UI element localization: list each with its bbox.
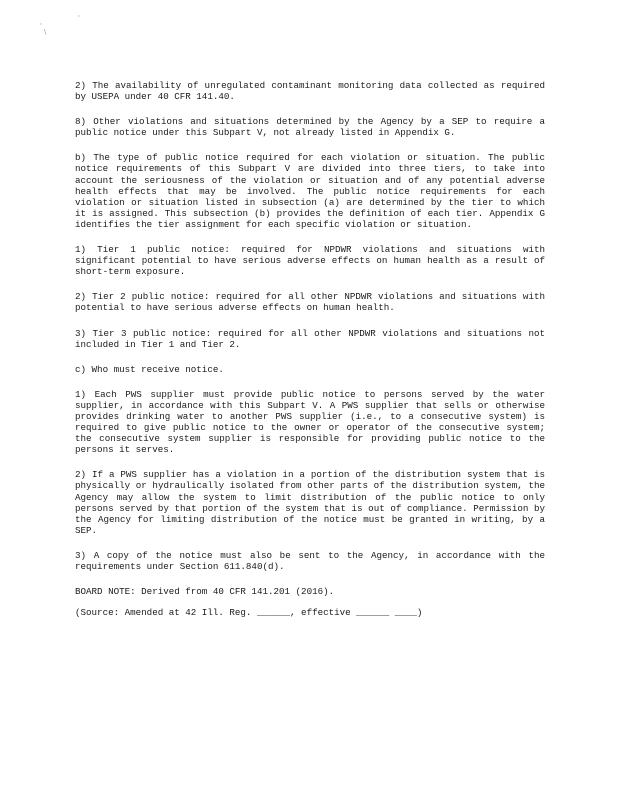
paragraph-type-of-public-notice: b) The type of public notice required for each violation or situation. The public notice requirements of this Subpart V are divided into three tiers, to take into account the seriousness of the violation or situation and of any potential adverse health effects that may be involved. The public notice requirements for each violation or situation listed in subsection (a) are determined by the tier to which it is assigned. This subsection (b) provides the definition of each tier. Appendix G identifies the tier assignment for each specific violation or situation.	[75, 152, 545, 230]
paragraph-who-must-receive-notice: c) Who must receive notice.	[75, 363, 224, 375]
scan-speck: \	[44, 28, 47, 36]
paragraph-limited-distribution: 2) If a PWS supplier has a violation in a portion of the distribution system that is physically or hydraulically isolated from other parts of the distribution system, the Agency may allow the system to limit distribution of the public notice to only persons served by that portion of the system that is out of compliance. Permission by the Agency for limiting distribution of the notice must be granted in writing, by a SEP.	[75, 469, 545, 536]
paragraph-pws-supplier-notice: 1) Each PWS supplier must provide public notice to persons served by the water supplier, in accordance with this Subpart V. A PWS supplier that sells or otherwise provides drinking water to another PWS supplier (i.e., to a consecutive system) is required to give public notice to the owner or operator of the consecutive system; the consecutive system supplier is responsible for providing public notice to the persons it serves.	[75, 388, 545, 456]
paragraph-unregulated-contaminant-data: 2) The availability of unregulated contaminant monitoring data collected as required by USEPA under 40 CFR 141.40.	[75, 80, 545, 103]
scan-speck: '	[40, 22, 42, 30]
paragraph-tier-2-notice: 2) Tier 2 public notice: required for all other NPDWR violations and situations with potential to have serious adverse effects on human health.	[75, 291, 545, 314]
source-line: (Source: Amended at 42 Ill. Reg. ______, effective ______ ____)	[75, 607, 423, 619]
board-note: BOARD NOTE: Derived from 40 CFR 141.201 (2016).	[75, 586, 335, 598]
paragraph-tier-3-notice: 3) Tier 3 public notice: required for all other NPDWR violations and situations not included in Tier 1 and Tier 2.	[75, 327, 545, 350]
paragraph-copy-to-agency: 3) A copy of the notice must also be sent to the Agency, in accordance with the requirements under Section 611.840(d).	[75, 549, 545, 572]
document-body	[75, 80, 545, 628]
scan-speck: '	[78, 14, 80, 22]
paragraph-tier-1-notice: 1) Tier 1 public notice: required for NPDWR violations and situations with significant potential to have serious adverse effects on human health as a result of short-term exposure.	[75, 244, 545, 278]
paragraph-other-violations: 8) Other violations and situations determined by the Agency by a SEP to require a public notice under this Subpart V, not already listed in Appendix G.	[75, 116, 545, 139]
